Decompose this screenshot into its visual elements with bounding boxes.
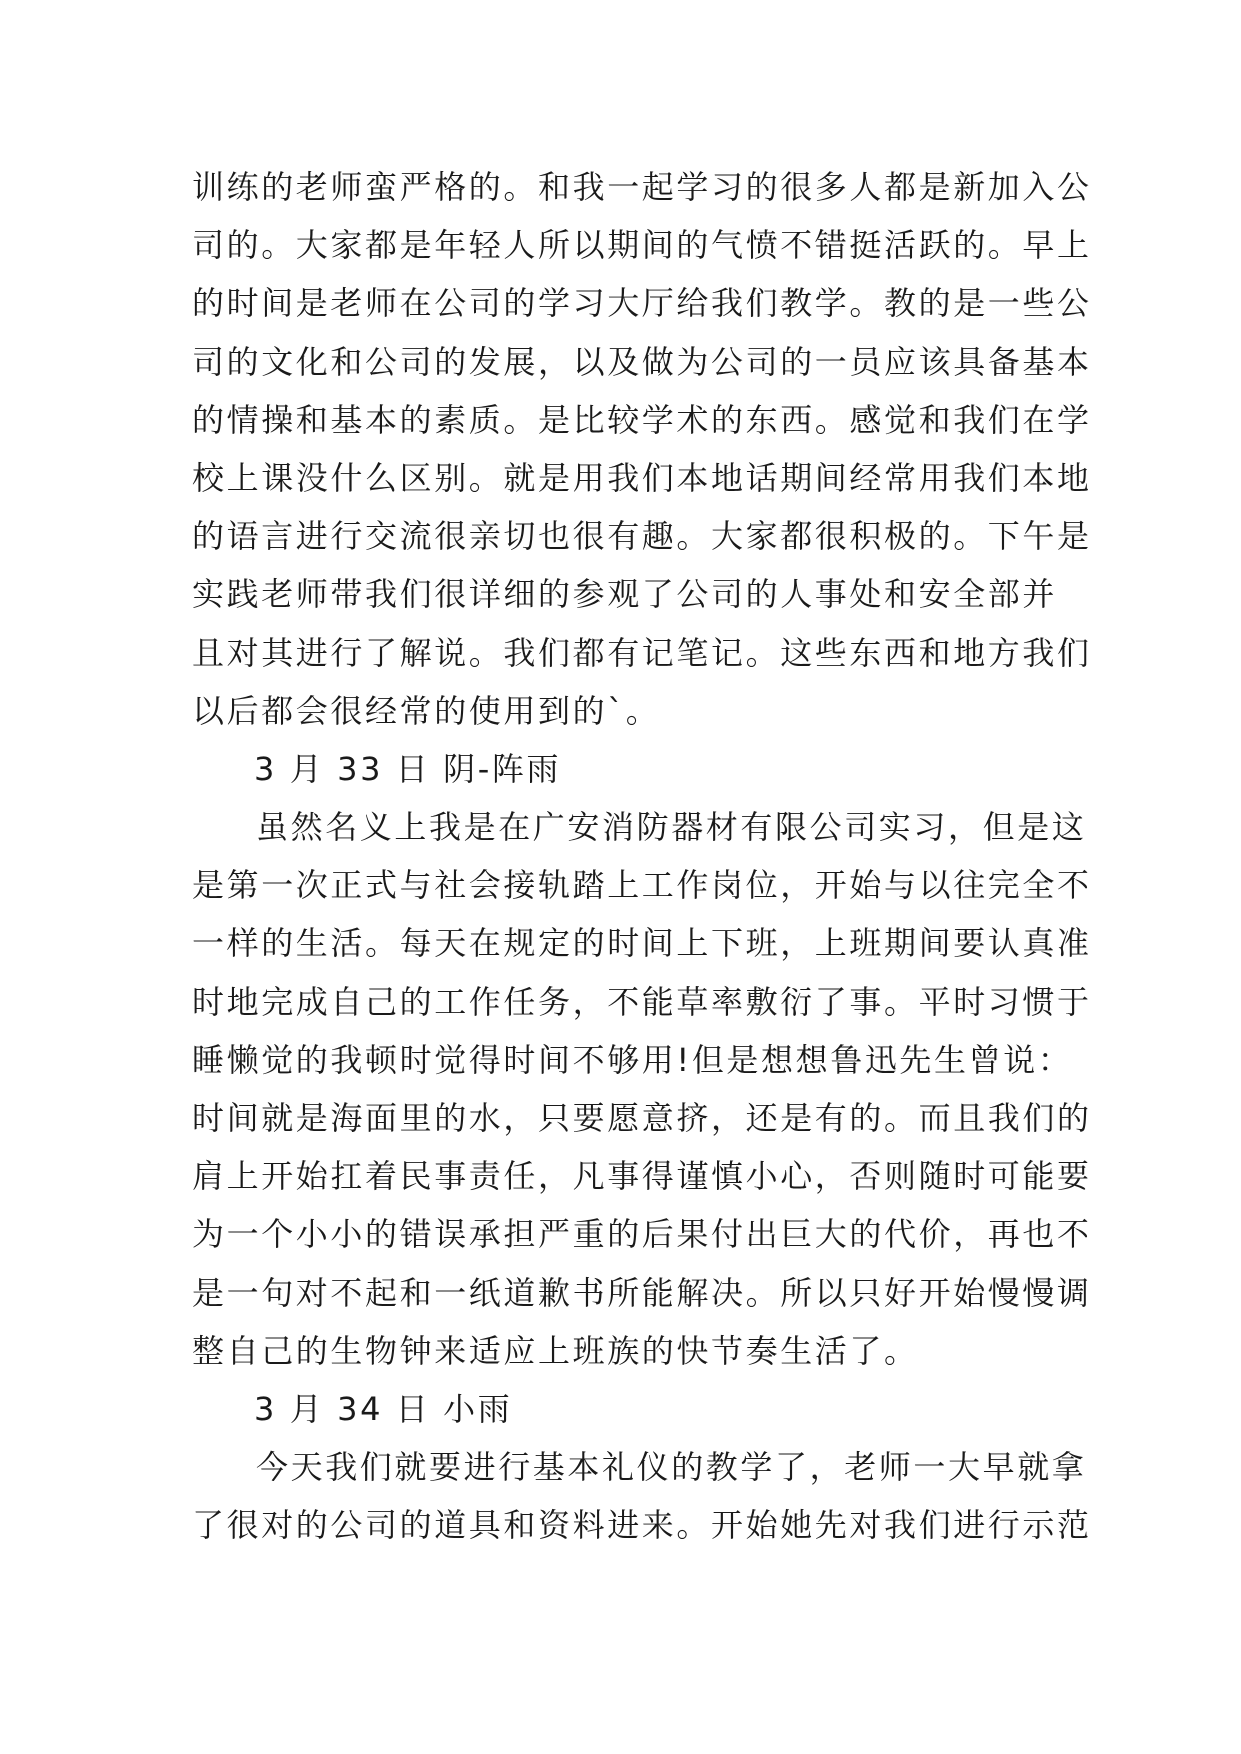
text-line-24: 了很对的公司的道具和资料进来。开始她先对我们进行示范	[192, 1506, 1092, 1545]
text-line-4: 司的文化和公司的发展，以及做为公司的一员应该具备基本	[192, 342, 1092, 381]
text-line-14: 一样的生活。每天在规定的时间上下班，上班期间要认真准	[192, 924, 1092, 963]
text-line-10: 以后都会很经常的使用到的`。	[192, 691, 661, 730]
paragraph-start-line: 今天我们就要进行基本礼仪的教学了，老师一大早就拿	[256, 1448, 1087, 1487]
text-line-5: 的情操和基本的素质。是比较学术的东西。感觉和我们在学	[192, 400, 1092, 439]
text-line-8: 实践老师带我们很详细的参观了公司的人事处和安全部并	[192, 575, 1058, 614]
text-line-16: 睡懒觉的我顿时觉得时间不够用!但是想想鲁迅先生曾说：	[192, 1040, 1073, 1079]
text-line-19: 为一个小小的错误承担严重的后果付出巨大的代价，再也不	[192, 1215, 1092, 1254]
text-line-3: 的时间是老师在公司的学习大厅给我们教学。教的是一些公	[192, 284, 1092, 323]
text-line-1: 训练的老师蛮严格的。和我一起学习的很多人都是新加入公	[192, 168, 1092, 206]
text-line-9: 且对其进行了解说。我们都有记笔记。这些东西和地方我们	[192, 633, 1092, 672]
text-line-6: 校上课没什么区别。就是用我们本地话期间经常用我们本地	[192, 458, 1092, 497]
text-line-15: 时地完成自己的工作任务，不能草率敷衍了事。平时习惯于	[192, 982, 1092, 1021]
paragraph-start-line: 虽然名义上我是在广安消防器材有限公司实习，但是这	[256, 808, 1087, 847]
text-line-18: 肩上开始扛着民事责任，凡事得谨慎小心，否则随时可能要	[192, 1157, 1092, 1196]
date-heading-march-33: 3 月 33 日 阴-阵雨	[254, 749, 562, 788]
date-heading-march-34: 3 月 34 日 小雨	[254, 1389, 513, 1428]
text-line-2: 司的。大家都是年轻人所以期间的气愤不错挺活跃的。早上	[192, 226, 1092, 265]
document-body	[192, 158, 1092, 1555]
text-line-21: 整自己的生物钟来适应上班族的快节奏生活了。	[192, 1331, 919, 1370]
text-line-20: 是一句对不起和一纸道歉书所能解决。所以只好开始慢慢调	[192, 1273, 1092, 1312]
text-line-7: 的语言进行交流很亲切也很有趣。大家都很积极的。下午是	[192, 517, 1092, 556]
text-line-17: 时间就是海面里的水，只要愿意挤，还是有的。而且我们的	[192, 1099, 1092, 1137]
text-line-13: 是第一次正式与社会接轨踏上工作岗位，开始与以往完全不	[192, 866, 1092, 905]
